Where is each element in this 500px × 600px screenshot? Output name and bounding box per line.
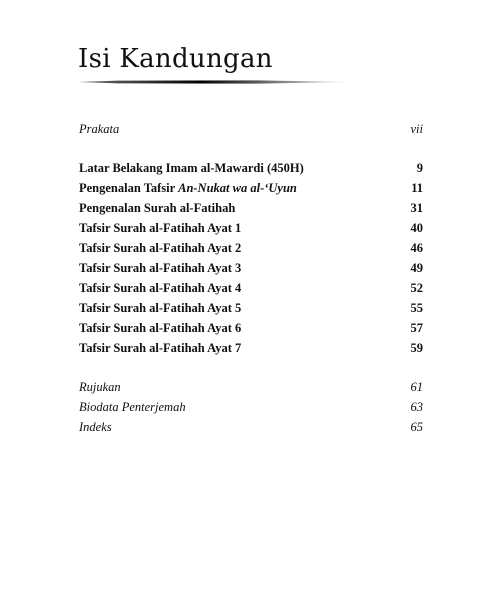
- toc-entry-label-text: Pengenalan Tafsir: [79, 181, 179, 195]
- toc-entry-ayat-6[interactable]: [79, 320, 423, 337]
- toc-entry-label: Indeks: [79, 420, 112, 434]
- toc-entry-ayat-3[interactable]: [79, 260, 423, 277]
- toc-entry-label: Tafsir Surah al-Fatihah Ayat 3: [79, 261, 242, 275]
- page-title: Isi Kandungan: [78, 44, 273, 74]
- book-title-italic: An-Nukat wa al-‘Uyun: [178, 181, 297, 195]
- toc-entry-page: 65: [410, 420, 423, 434]
- toc-entry-page: 31: [410, 201, 423, 215]
- toc-entry-ayat-5[interactable]: [79, 300, 423, 317]
- toc-entry-page: 49: [410, 261, 423, 275]
- toc-entry-label: Tafsir Surah al-Fatihah Ayat 1: [79, 221, 242, 235]
- toc-entry-page: 61: [410, 380, 423, 394]
- toc-entry-label: Tafsir Surah al-Fatihah Ayat 5: [79, 301, 242, 315]
- toc-entry-label: Tafsir Surah al-Fatihah Ayat 7: [79, 341, 242, 355]
- toc-entry-ayat-2[interactable]: [79, 240, 423, 257]
- toc-entry-label: Biodata Penterjemah: [79, 400, 186, 414]
- toc-entry-label: Tafsir Surah al-Fatihah Ayat 2: [79, 241, 242, 255]
- toc-entry-page: 57: [410, 321, 423, 335]
- toc-entry-label: Latar Belakang Imam al-Mawardi (450H): [79, 161, 304, 175]
- table-of-contents: [79, 0, 423, 600]
- toc-entry-ayat-1[interactable]: [79, 220, 423, 237]
- toc-entry-label: Tafsir Surah al-Fatihah Ayat 4: [79, 281, 242, 295]
- toc-entry-prakata[interactable]: [79, 121, 423, 138]
- toc-entry-page: 11: [411, 181, 423, 195]
- toc-entry-page: vii: [410, 122, 423, 136]
- toc-entry-page: 59: [410, 341, 423, 355]
- toc-entry-pengenalan-tafsir[interactable]: [79, 180, 423, 197]
- toc-entry-label: Tafsir Surah al-Fatihah Ayat 6: [79, 321, 242, 335]
- toc-entry-ayat-7[interactable]: [79, 340, 423, 357]
- toc-entry-page: 52: [410, 281, 423, 295]
- toc-entry-label: [79, 180, 297, 197]
- toc-entry-label: Pengenalan Surah al-Fatihah: [79, 201, 236, 215]
- toc-entry-ayat-4[interactable]: [79, 280, 423, 297]
- toc-entry-biodata[interactable]: [79, 399, 423, 416]
- toc-entry-latar-belakang[interactable]: [79, 160, 423, 177]
- toc-entry-rujukan[interactable]: [79, 379, 423, 396]
- toc-entry-pengenalan-surah[interactable]: [79, 200, 423, 217]
- toc-entry-page: 55: [410, 301, 423, 315]
- toc-entry-page: 63: [410, 400, 423, 414]
- toc-entry-label: Prakata: [79, 122, 120, 136]
- toc-entry-indeks[interactable]: [79, 419, 423, 436]
- toc-entry-page: 40: [410, 221, 423, 235]
- toc-entry-page: 46: [410, 241, 423, 255]
- toc-entry-page: 9: [416, 161, 423, 175]
- toc-entry-label: Rujukan: [79, 380, 121, 394]
